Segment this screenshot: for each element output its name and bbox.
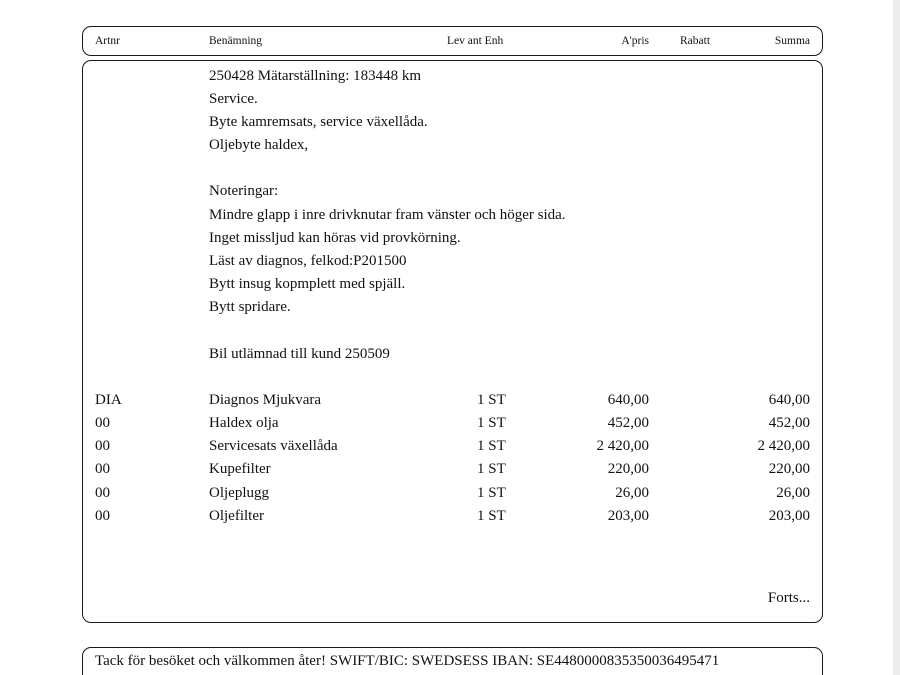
row-apris: 2 420,00 [596, 438, 649, 454]
row-artnr: 00 [95, 461, 110, 477]
row-benamning: Kupefilter [209, 461, 271, 477]
row-artnr: 00 [95, 485, 110, 501]
row-artnr: 00 [95, 415, 110, 431]
note-line: Bytt spridare. [209, 299, 291, 315]
row-benamning: Haldex olja [209, 415, 279, 431]
row-summa: 26,00 [776, 485, 810, 501]
header-artnr: Artnr [95, 35, 120, 47]
page-edge-shade [893, 0, 900, 675]
row-benamning: Diagnos Mjukvara [209, 392, 322, 408]
continued-label: Forts... [767, 590, 810, 606]
row-qty: 1 ST [477, 461, 506, 477]
note-line: 250428 Mätarställning: 183448 km [209, 68, 422, 84]
row-benamning: Oljefilter [209, 508, 264, 524]
row-apris: 452,00 [607, 415, 649, 431]
header-benamning: Benämning [209, 35, 263, 47]
note-line: Mindre glapp i inre drivknutar fram vänster och höger sida. [209, 207, 566, 223]
row-artnr: 00 [95, 438, 110, 454]
row-summa: 640,00 [768, 392, 810, 408]
row-artnr: 00 [95, 508, 110, 524]
row-summa: 203,00 [768, 508, 810, 524]
row-summa: 220,00 [768, 461, 810, 477]
row-qty: 1 ST [477, 392, 506, 408]
header-summa: Summa [774, 35, 810, 47]
note-line: Oljebyte haldex, [209, 137, 309, 153]
row-summa: 2 420,00 [757, 438, 810, 454]
row-summa: 452,00 [768, 415, 810, 431]
line-items-box [82, 60, 823, 623]
row-apris: 26,00 [615, 485, 649, 501]
row-qty: 1 ST [477, 438, 506, 454]
row-artnr: DIA [95, 392, 122, 408]
row-apris: 220,00 [607, 461, 649, 477]
note-line: Byte kamremsats, service växellåda. [209, 114, 428, 130]
note-line: Service. [209, 91, 258, 107]
row-benamning: Servicesats växellåda [209, 438, 338, 454]
note-line: Läst av diagnos, felkod:P201500 [209, 253, 407, 269]
header-rabatt: Rabatt [680, 35, 711, 47]
note-line: Noteringar: [209, 183, 279, 199]
row-apris: 203,00 [607, 508, 649, 524]
row-qty: 1 ST [477, 415, 506, 431]
note-line: Bytt insug kopmplett med spjäll. [209, 276, 406, 292]
note-line: Inget missljud kan höras vid provkörning. [209, 230, 461, 246]
row-qty: 1 ST [477, 508, 506, 524]
row-qty: 1 ST [477, 485, 506, 501]
row-apris: 640,00 [607, 392, 649, 408]
header-lev-ant-enh: Lev ant Enh [447, 35, 504, 47]
header-apris: A'pris [621, 35, 649, 47]
note-line: Bil utlämnad till kund 250509 [209, 346, 390, 362]
footer-text: Tack för besöket och välkommen åter! SWIFT/BIC: SWEDSESS IBAN: SE4480000835350036495471 [95, 653, 720, 669]
row-benamning: Oljeplugg [209, 485, 269, 501]
